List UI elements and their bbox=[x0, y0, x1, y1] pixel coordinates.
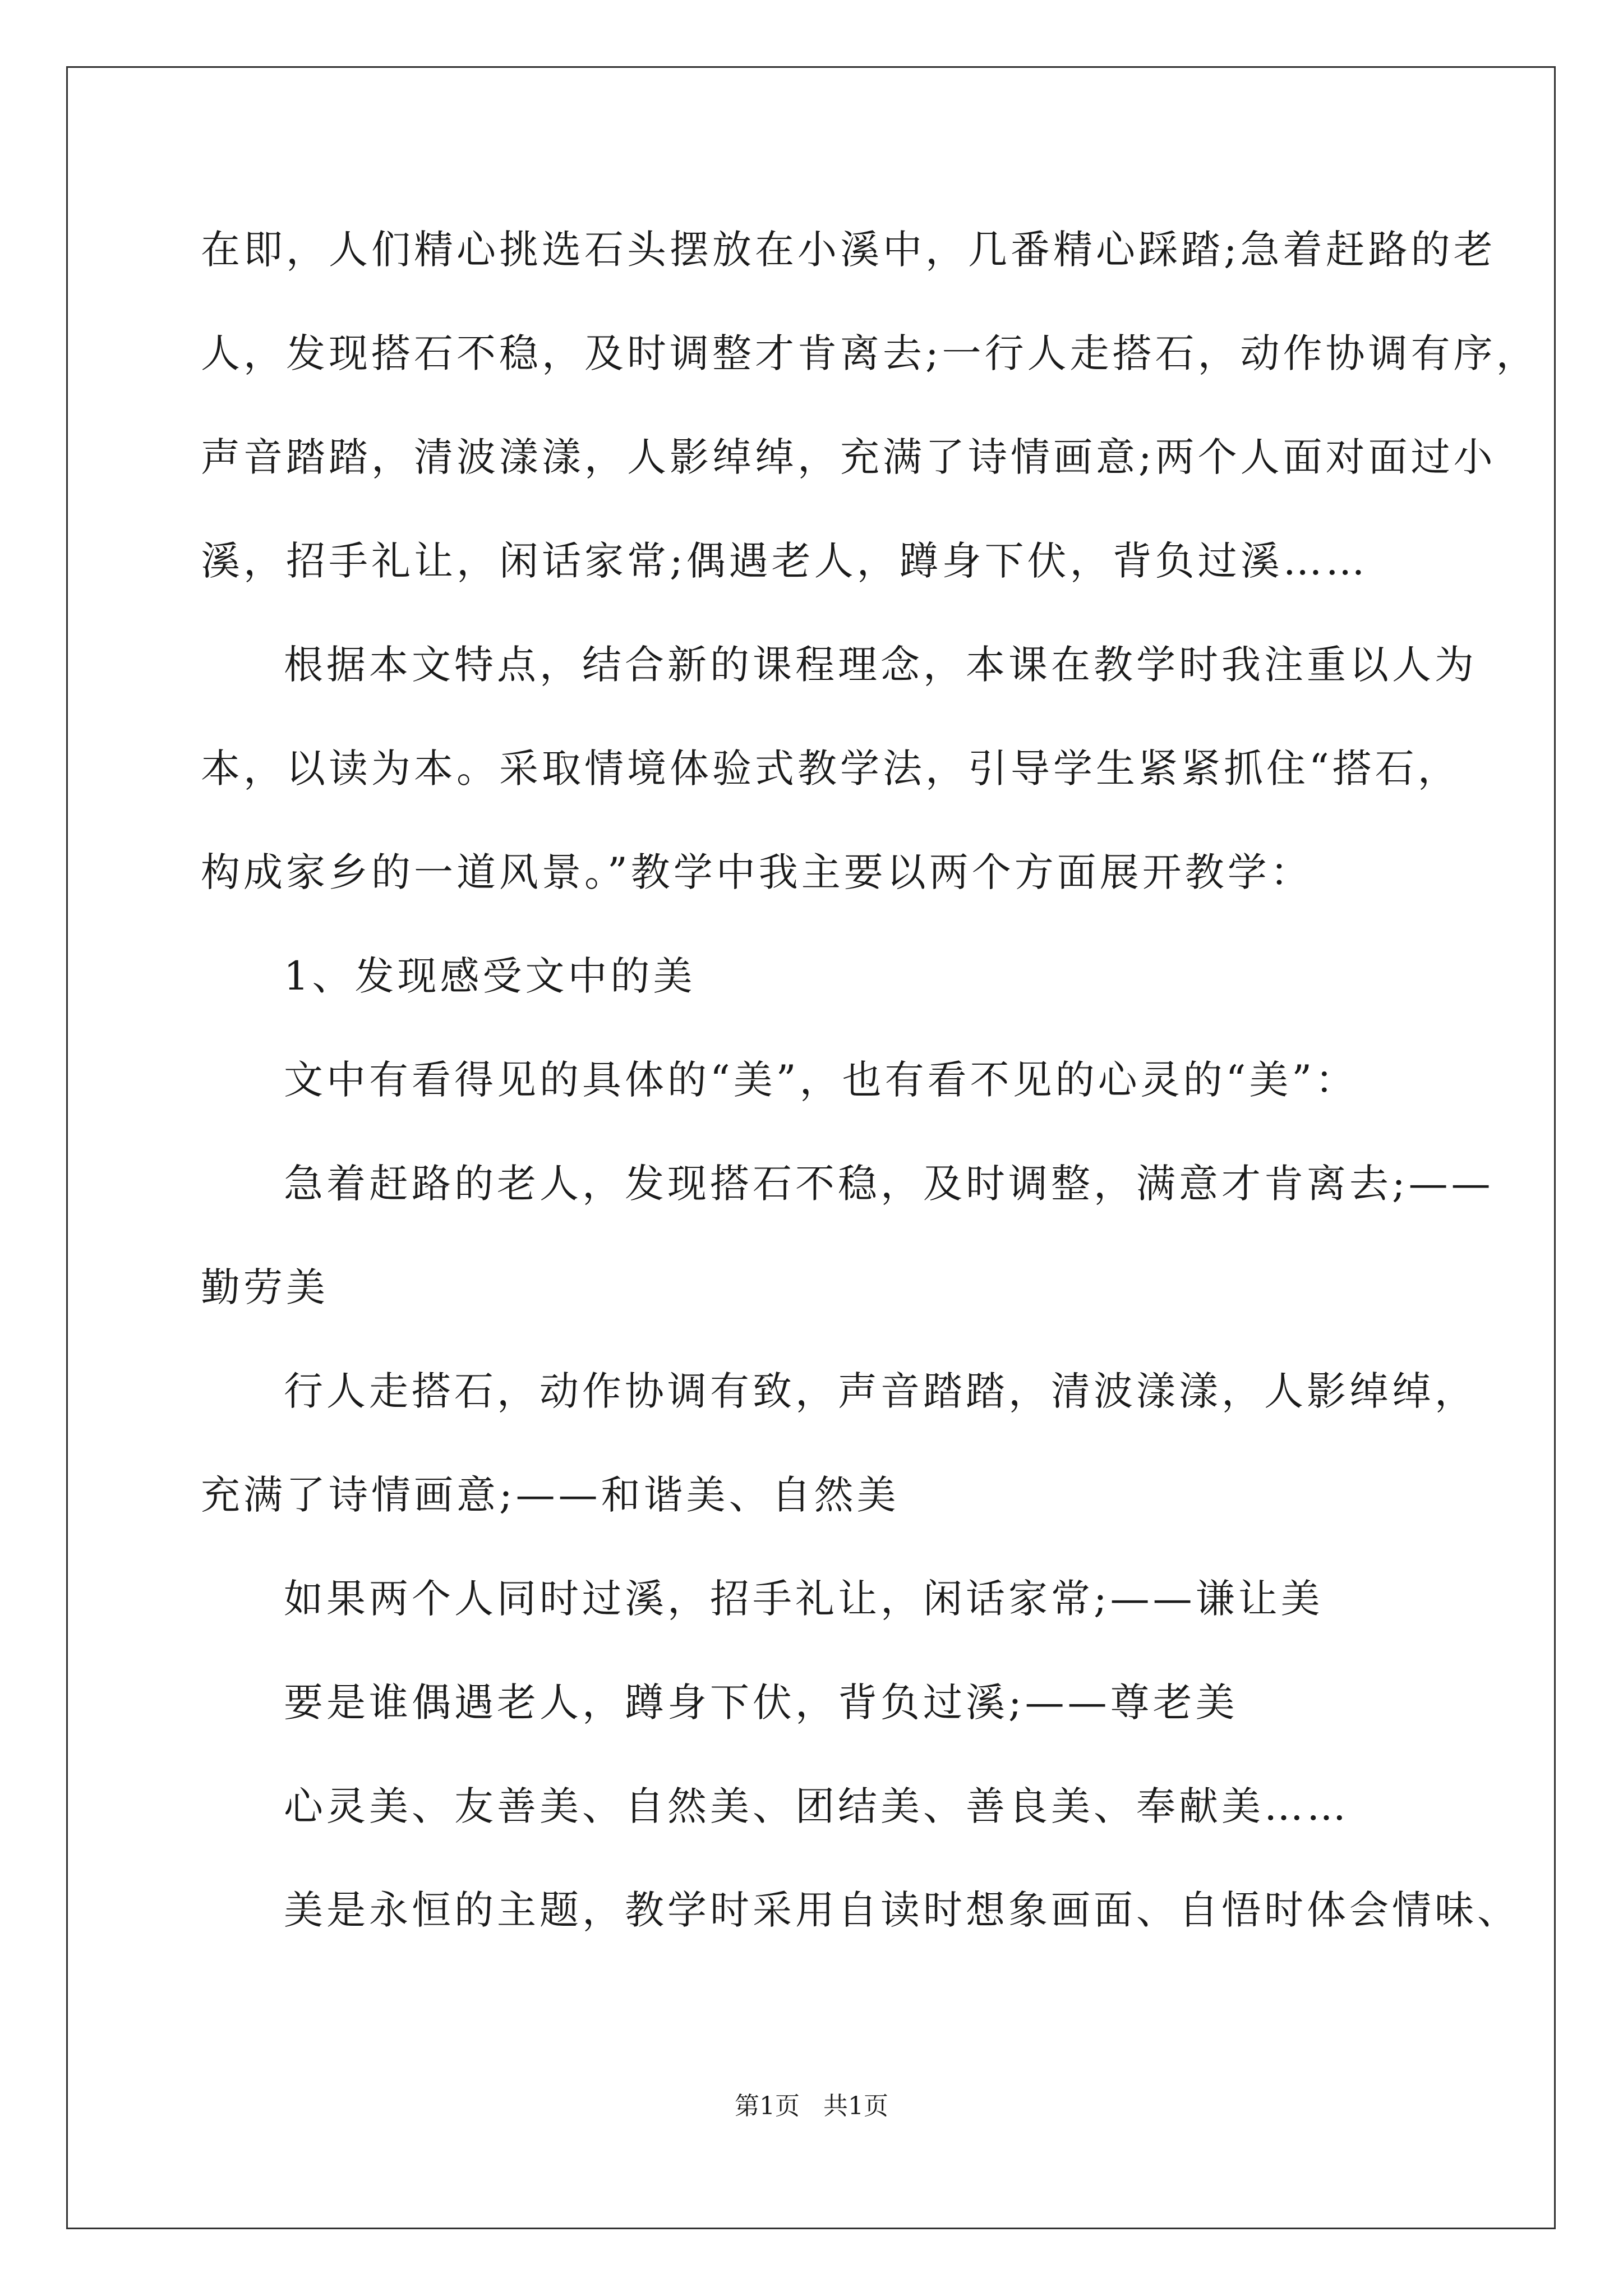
text-line-1: 在即，人们精心挑选石头摆放在小溪中，几番精心踩踏;急着赶路的老 bbox=[201, 227, 1496, 273]
text-line-7: 构成家乡的一道风景。”教学中我主要以两个方面展开教学： bbox=[201, 849, 1313, 895]
paragraph-start-8: 美是永恒的主题，教学时采用自读时想象画面、自悟时体会情味、 bbox=[284, 1887, 1520, 1933]
paragraph-start-3: 急着赶路的老人，发现搭石不稳，及时调整，满意才肯离去;—— bbox=[284, 1161, 1494, 1207]
paragraph-start-1: 根据本文特点，结合新的课程理念，本课在教学时我注重以人为 bbox=[284, 642, 1477, 688]
paragraph-start-5: 如果两个人同时过溪，招手礼让，闲话家常;——谦让美 bbox=[284, 1576, 1324, 1622]
text-line-11: 勤劳美 bbox=[201, 1264, 329, 1310]
paragraph-start-4: 行人走搭石，动作协调有致，声音踏踏，清波漾漾，人影绰绰， bbox=[284, 1368, 1477, 1414]
text-line-6: 本，以读为本。采取情境体验式教学法，引导学生紧紧抓住“搭石， bbox=[201, 746, 1460, 792]
section-heading-1: 1、发现感受文中的美 bbox=[284, 953, 696, 999]
paragraph-start-2: 文中有看得见的具体的“美”，也有看不见的心灵的“美”： bbox=[284, 1057, 1358, 1103]
page-number-footer: 第1页 共1页 bbox=[735, 2092, 888, 2120]
text-line-4: 溪，招手礼让，闲话家常;偶遇老人，蹲身下伏，背负过溪…… bbox=[201, 538, 1368, 584]
text-line-3: 声音踏踏，清波漾漾，人影绰绰，充满了诗情画意;两个人面对面过小 bbox=[201, 434, 1496, 480]
text-line-2: 人，发现搭石不稳，及时调整才肯离去;一行人走搭石，动作协调有序， bbox=[201, 330, 1539, 376]
paragraph-start-6: 要是谁偶遇老人，蹲身下伏，背负过溪;——尊老美 bbox=[284, 1680, 1238, 1726]
text-line-13: 充满了诗情画意;——和谐美、自然美 bbox=[201, 1472, 900, 1518]
paragraph-start-7: 心灵美、友善美、自然美、团结美、善良美、奉献美…… bbox=[284, 1783, 1349, 1829]
